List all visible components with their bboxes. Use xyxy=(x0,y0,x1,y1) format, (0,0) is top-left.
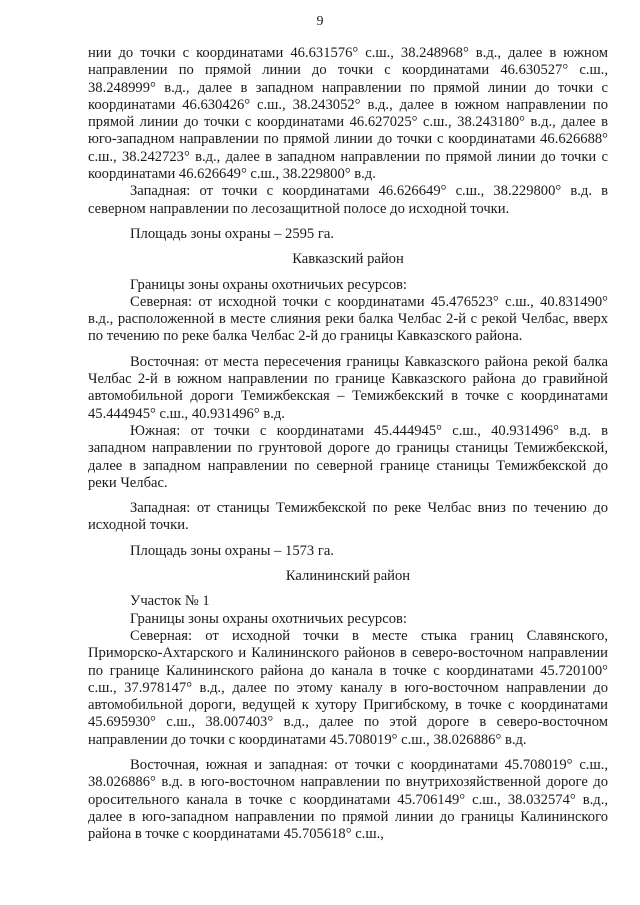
paragraph: Северная: от исходной точки с координатами 45.476523° с.ш., 40.831490° в.д., расположенной в месте слияния реки балка Челбас 2-й с рекой Челбас, вверх по течению по реке балка Челбас 2-й до границы Кавказского района. xyxy=(88,293,608,345)
document-body xyxy=(88,45,608,843)
paragraph: Границы зоны охраны охотничьих ресурсов: xyxy=(130,276,407,293)
paragraph: нии до точки с координатами 46.631576° с.ш., 38.248968° в.д., далее в южном направлении по прямой линии до точки с координатами 46.630527° с.ш., 38.248999° в.д., далее в западном направлении по прямой линии до точки с координатами 46.630426° с.ш., 38.243052° в.д., далее в южном направлении по прямой линии до точки с координатами 46.627025° с.ш., 38.243180° в.д., далее в юго-западном направлении по прямой линии до точки с координатами 46.626688° с.ш., 38.242723° в.д., далее в западном направлении по прямой линии до точки с координатами 46.626649° с.ш., 38.229800° в.д. xyxy=(88,45,608,183)
paragraph: Границы зоны охраны охотничьих ресурсов: xyxy=(130,610,407,627)
paragraph: Восточная: от места пересечения границы Кавказского района рекой балка Челбас 2-й в южном направлении по границе Кавказского района до гравийной автомобильной дороги Темижбекская – Темижбекский в точке с координатами 45.444945° с.ш., 40.931496° в.д. xyxy=(88,353,608,422)
section-heading: Кавказский район xyxy=(292,251,404,268)
paragraph: Площадь зоны охраны – 1573 га. xyxy=(130,542,334,559)
paragraph: Северная: от исходной точки в месте стыка границ Славянского, Приморско-Ахтарского и Калининского районов в северо-восточном направлении по границе Калининского района до канала в точке с координатами 45.720100° с.ш., 37.978147° в.д., далее по этому каналу в юго-восточном направлении до автомобильной дороги, ведущей к хутору Пригибскому, в точке с координатами 45.695930° с.ш., 38.007403° в.д., далее по этой дороге в северо-восточном направлении до точки с координатами 45.708019° с.ш., 38.026886° в.д. xyxy=(88,627,608,748)
section-heading: Калининский район xyxy=(285,568,411,585)
paragraph: Восточная, южная и западная: от точки с координатами 45.708019° с.ш., 38.026886° в.д. в юго-восточном направлении по внутрихозяйственной дороге до оросительного канала в точке с координатами 45.706149° с.ш., 38.032574° в.д., далее в юго-западном направлении по прямой линии до границы Калининского района в точке с координатами 45.705618° с.ш., xyxy=(88,756,608,843)
paragraph: Западная: от станицы Темижбекской по реке Челбас вниз по течению до исходной точки. xyxy=(88,500,608,534)
paragraph: Западная: от точки с координатами 46.626649° с.ш., 38.229800° в.д. в северном направлении по лесозащитной полосе до исходной точки. xyxy=(88,183,608,217)
paragraph: Южная: от точки с координатами 45.444945° с.ш., 40.931496° в.д. в западном направлении по грунтовой дороге до границы станицы Темижбекской, далее в западном направлении по северной границе станицы Темижбекской до реки Челбас. xyxy=(88,422,608,491)
page-number: 9 xyxy=(316,14,324,29)
paragraph: Площадь зоны охраны – 2595 га. xyxy=(130,225,334,242)
paragraph: Участок № 1 xyxy=(130,593,210,610)
